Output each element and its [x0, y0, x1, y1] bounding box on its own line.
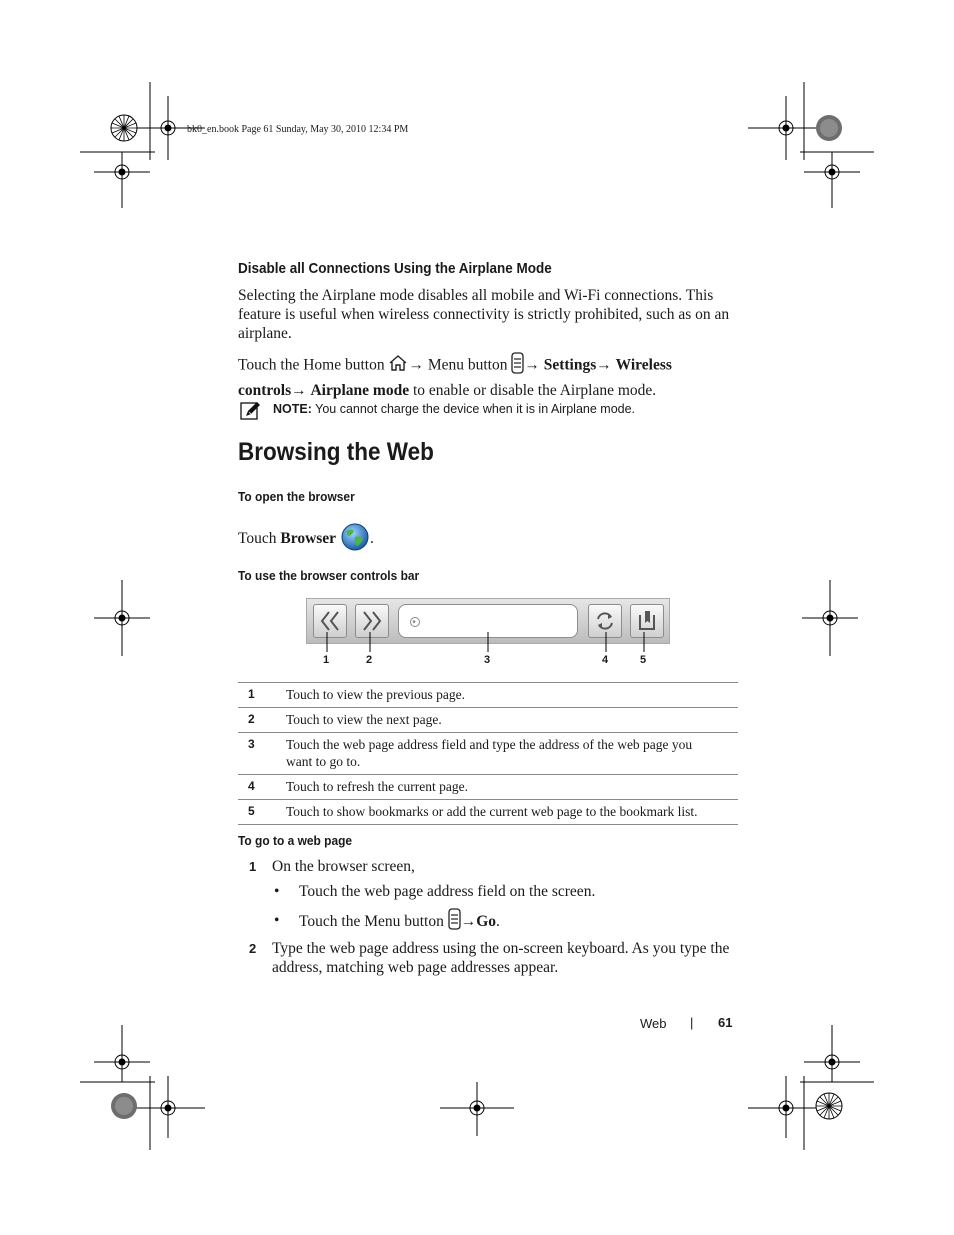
step-2-text: Type the web page address using the on-screen keyboard. As you type the address, matching web page addresses appear. — [272, 940, 730, 976]
callout-2: 2 — [366, 654, 373, 666]
controls-legend-table — [238, 682, 738, 825]
subheading-controls-bar: To use the browser controls bar — [238, 568, 420, 583]
menu-icon — [511, 352, 524, 380]
print-header: bk0_en.book Page 61 Sunday, May 30, 2010 12:34 PM — [187, 124, 409, 135]
row-text: Touch to refresh the current page. — [286, 775, 738, 800]
row-text: Touch the web page address field and type the address of the web page you want to go to. — [286, 733, 738, 775]
callout-5: 5 — [640, 654, 647, 666]
bullet-2-end: . — [496, 913, 500, 931]
note-icon — [240, 401, 262, 426]
step-wireless: Wireless controls — [238, 356, 672, 399]
step-settings: Settings — [543, 356, 597, 374]
browser-label: Browser — [280, 530, 337, 548]
row-number: 3 — [238, 733, 286, 775]
menu-icon — [448, 908, 461, 937]
subheading-open-browser: To open the browser — [238, 489, 355, 504]
home-icon — [388, 354, 408, 378]
row-number: 1 — [238, 683, 286, 708]
subheading-go-to-page: To go to a web page — [238, 833, 353, 848]
callout-4: 4 — [602, 654, 609, 666]
row-number: 4 — [238, 775, 286, 800]
footer-separator: | — [690, 1015, 694, 1030]
step-text-home: Touch the Home button — [238, 356, 385, 374]
footer-section: Web — [640, 1016, 667, 1031]
callout-1: 1 — [323, 654, 330, 666]
browser-globe-icon — [340, 522, 370, 557]
callout-3: 3 — [484, 654, 491, 666]
row-text: Touch to view the next page. — [286, 708, 738, 733]
section-heading-airplane: Disable all Connections Using the Airplane Mode — [238, 260, 552, 277]
step-text-end: to enable or disable the Airplane mode. — [409, 382, 657, 399]
note-text: You cannot charge the device when it is in Airplane mode. — [311, 402, 636, 416]
page-number: 61 — [718, 1015, 733, 1030]
step-text-menu: Menu button — [427, 356, 508, 374]
row-number: 5 — [238, 800, 286, 825]
bullet-2 — [299, 908, 500, 937]
table-row — [238, 775, 738, 800]
airplane-description: Selecting the Airplane mode disables all mobile and Wi-Fi connections. This feature is useful when wireless connectivity is strictly prohibited, such as on an airplane. — [238, 287, 730, 342]
step-2-number: 2 — [249, 941, 257, 956]
row-text: Touch to show bookmarks or add the current web page to the bookmark list. — [286, 800, 738, 825]
bullet-1-text: Touch the web page address field on the screen. — [299, 883, 596, 900]
row-number: 2 — [238, 708, 286, 733]
arrow-2: → — [524, 356, 540, 374]
table-row — [238, 733, 738, 775]
bullet-2-marker: • — [274, 912, 280, 929]
arrow-4: → — [291, 382, 307, 399]
airplane-steps — [238, 352, 738, 401]
go-label: Go — [476, 913, 497, 931]
table-row — [238, 800, 738, 825]
section-heading-browsing: Browsing the Web — [238, 438, 434, 466]
arrow-5: → — [460, 913, 477, 931]
touch-text: Touch — [238, 530, 281, 548]
globe-icon — [409, 616, 421, 628]
note-label: NOTE: — [273, 402, 312, 416]
open-browser-instruction — [238, 522, 374, 557]
bullet-2-text: Touch the Menu button — [299, 913, 448, 931]
bullet-1-marker: • — [274, 883, 280, 900]
period: . — [369, 530, 374, 548]
step-1-text: On the browser screen, — [272, 858, 415, 875]
note — [273, 402, 635, 416]
table-row — [238, 683, 738, 708]
arrow-1: → — [408, 356, 424, 374]
arrow-3: → — [596, 356, 612, 374]
step-1-number: 1 — [249, 859, 257, 874]
callout-lines — [300, 632, 680, 654]
row-text: Touch to view the previous page. — [286, 683, 738, 708]
table-row — [238, 708, 738, 733]
step-airplane: Airplane mode — [310, 382, 410, 399]
